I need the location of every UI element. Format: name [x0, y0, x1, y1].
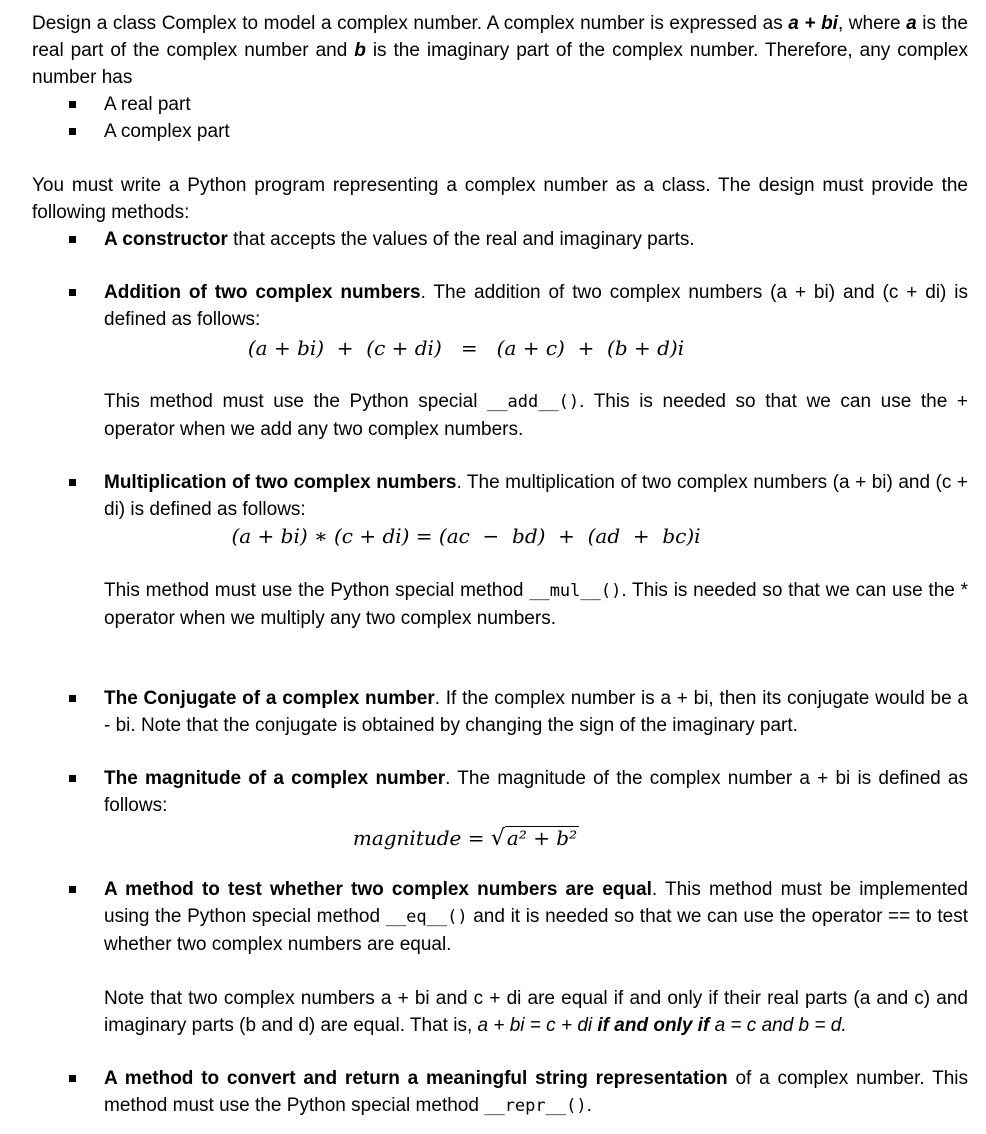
intro-paragraph: [32, 10, 968, 91]
list-item: A complex part: [32, 118, 968, 145]
design-paragraph: You must write a Python program representing a complex number as a class. The design must provide the following methods:: [32, 175, 968, 223]
methods-list: [32, 226, 968, 1120]
real-var: a: [906, 13, 917, 34]
method-repr: A method to convert and return a meaningful string representation of a complex number. This method must use the Python special method __repr__().: [32, 1065, 968, 1120]
addition-formula: (a + bi) + (c + di) = (a + c) + (b + d)i: [247, 336, 685, 360]
intro-text: Design a class Complex to model a complex number. A complex number is expressed as: [32, 13, 789, 34]
method-addition: Addition of two complex numbers. The addition of two complex numbers (a + bi) and (c + di) is defined as follows: (a + bi) + (c + di) = (a + c) + (b + d)i This method must use the Python special __add__(). This is needed so that we can use the + operator when we add any two complex numbers.: [32, 279, 968, 443]
intro-text: is the imaginary part of the complex number. Therefore, any complex number has: [32, 40, 968, 88]
intro-text: , where: [837, 13, 907, 34]
sqrt-icon: √: [490, 826, 505, 851]
code-repr: __repr__(): [484, 1096, 587, 1116]
method-conjugate: The Conjugate of a complex number. If the complex number is a + bi, then its conjugate would be a - bi. Note that the conjugate is obtained by changing the sign of the imaginary part.: [32, 685, 968, 739]
magnitude-formula: magnitude = √ a² + b²: [352, 826, 578, 851]
parts-list: [32, 91, 968, 145]
method-magnitude: The magnitude of a complex number. The magnitude of the complex number a + bi is defined as follows: magnitude = √ a² + b²: [32, 765, 968, 852]
bullet-icon: [69, 886, 76, 893]
method-constructor: A constructor that accepts the values of the real and imaginary parts.: [32, 226, 968, 253]
method-multiplication: Multiplication of two complex numbers. The multiplication of two complex numbers (a + bi) and (c + di) is defined as follows: (a + bi) ∗ (c + di) = (ac − bd) + (ad + bc)i This method must use the Python special method __mul__(). This is needed so that we can use the * operator when we multiply any two complex numbers.: [32, 469, 968, 632]
code-add: __add__(): [487, 392, 580, 412]
assignment-document: [32, 10, 968, 1120]
bullet-icon: [69, 1075, 76, 1082]
multiplication-formula: (a + bi) ∗ (c + di) = (ac − bd) + (ad + bc)i: [231, 524, 701, 548]
imag-var: b: [354, 40, 366, 61]
bullet-icon: [69, 289, 76, 296]
code-eq: __eq__(): [385, 907, 468, 927]
list-item: A real part: [32, 91, 968, 118]
bullet-icon: [69, 101, 76, 108]
bullet-icon: [69, 236, 76, 243]
intro-text: is the real part of the complex number and: [32, 13, 968, 61]
bullet-icon: [69, 479, 76, 486]
complex-form: a + bi: [788, 13, 838, 34]
bullet-icon: [69, 695, 76, 702]
method-equal: A method to test whether two complex numbers are equal. This method must be implemented using the Python special method __eq__() and it is needed so that we can use the operator == to test whether two complex numbers are equal. Note that two complex numbers a + bi and c + di are equal if and only if their real parts (a and c) and imaginary parts (b and d) are equal. That is, a + bi = c + di if and only if a = c and b = d.: [32, 876, 968, 1039]
bullet-icon: [69, 128, 76, 135]
bullet-icon: [69, 775, 76, 782]
code-mul: __mul__(): [529, 581, 622, 601]
